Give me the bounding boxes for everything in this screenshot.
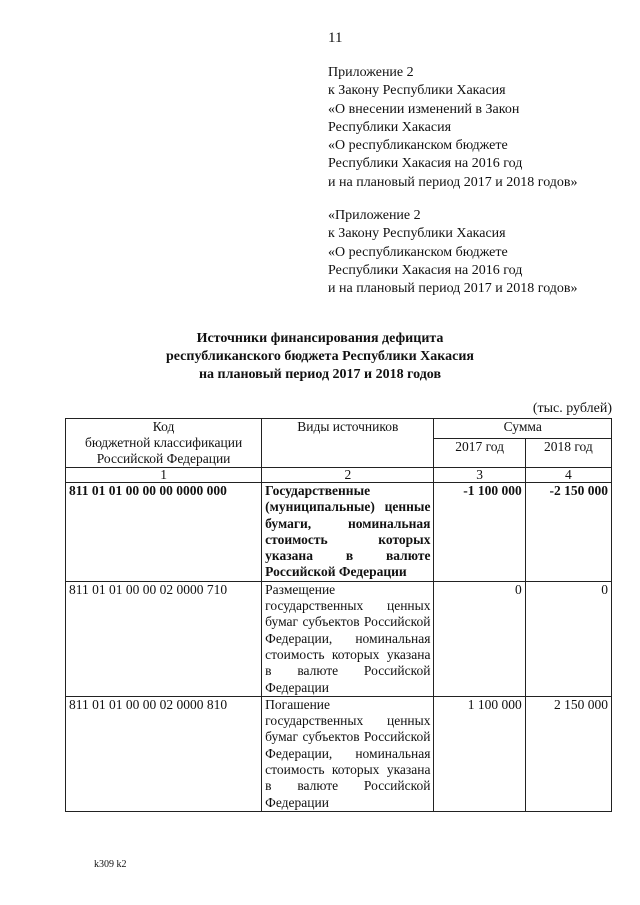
row-value-2018: 0 — [525, 581, 611, 696]
column-number: 2 — [262, 468, 434, 483]
row-code: 811 01 01 00 00 02 0000 710 — [66, 581, 262, 696]
document-code-footer: k309 k2 — [94, 859, 127, 870]
appendix-line: и на плановый период 2017 и 2018 годов» — [328, 281, 578, 297]
row-code: 811 01 01 00 00 00 0000 000 — [66, 483, 262, 582]
appendix-line: «О внесении изменений в Закон — [328, 101, 520, 117]
appendix-current-heading — [328, 64, 578, 192]
row-value-2017: 0 — [434, 581, 525, 696]
table-row — [66, 483, 612, 582]
appendix-line: Республики Хакасия — [328, 119, 452, 135]
row-value-2017: 1 100 000 — [434, 696, 525, 811]
sum-column-header: Сумма — [434, 419, 612, 439]
appendix-line: «О республиканском бюджете — [328, 138, 508, 154]
column-number: 4 — [525, 468, 611, 483]
header-line: Код — [152, 419, 175, 434]
row-value-2018: 2 150 000 — [525, 696, 611, 811]
row-code: 811 01 01 00 00 02 0000 810 — [66, 696, 262, 811]
appendix-line: Приложение 2 — [328, 65, 414, 80]
appendix-original-heading — [328, 207, 578, 298]
title-line: республиканского бюджета Республики Хакасия — [166, 349, 474, 364]
column-number: 3 — [434, 468, 525, 483]
row-kind: Размещение государственных ценных бумаг субъектов Российской Федерации, номинальная стоимость которых указана в валюте Российской Федерации — [262, 581, 434, 696]
appendix-line: к Закону Республики Хакасия — [328, 226, 506, 242]
financing-sources-table — [65, 418, 612, 812]
appendix-line: Республики Хакасия на 2016 год — [328, 156, 523, 172]
page-number: 11 — [328, 30, 343, 46]
row-value-2018: -2 150 000 — [525, 483, 611, 582]
header-line: Российской Федерации — [96, 451, 231, 466]
column-number: 1 — [66, 468, 262, 483]
row-kind: Погашение государственных ценных бумаг субъектов Российской Федерации, номинальная стоимость которых указана в валюте Российской Федерации — [262, 696, 434, 811]
document-title — [100, 330, 540, 384]
row-kind: Государственные (муниципальные) ценные бумаги, номинальная стоимость которых указана в валюте Российской Федерации — [262, 483, 434, 582]
table-row — [66, 581, 612, 696]
appendix-line: к Закону Республики Хакасия — [328, 83, 506, 99]
table-row — [66, 696, 612, 811]
appendix-line: и на плановый период 2017 и 2018 годов» — [328, 174, 578, 190]
appendix-line: «О республиканском бюджете — [328, 244, 508, 260]
appendix-line: «Приложение 2 — [328, 208, 421, 223]
header-line: бюджетной классификации — [84, 435, 243, 450]
title-line: на плановый период 2017 и 2018 годов — [198, 367, 442, 382]
year-2017-header: 2017 год — [434, 439, 525, 468]
appendix-line: Республики Хакасия на 2016 год — [328, 262, 523, 278]
table-header-row — [66, 419, 612, 439]
kind-column-header: Виды источников — [262, 419, 434, 468]
year-2018-header: 2018 год — [525, 439, 611, 468]
column-number-row — [66, 468, 612, 483]
title-line: Источники финансирования дефицита — [196, 331, 444, 346]
units-note: (тыс. рублей) — [532, 401, 612, 416]
code-column-header — [66, 419, 262, 468]
row-value-2017: -1 100 000 — [434, 483, 525, 582]
